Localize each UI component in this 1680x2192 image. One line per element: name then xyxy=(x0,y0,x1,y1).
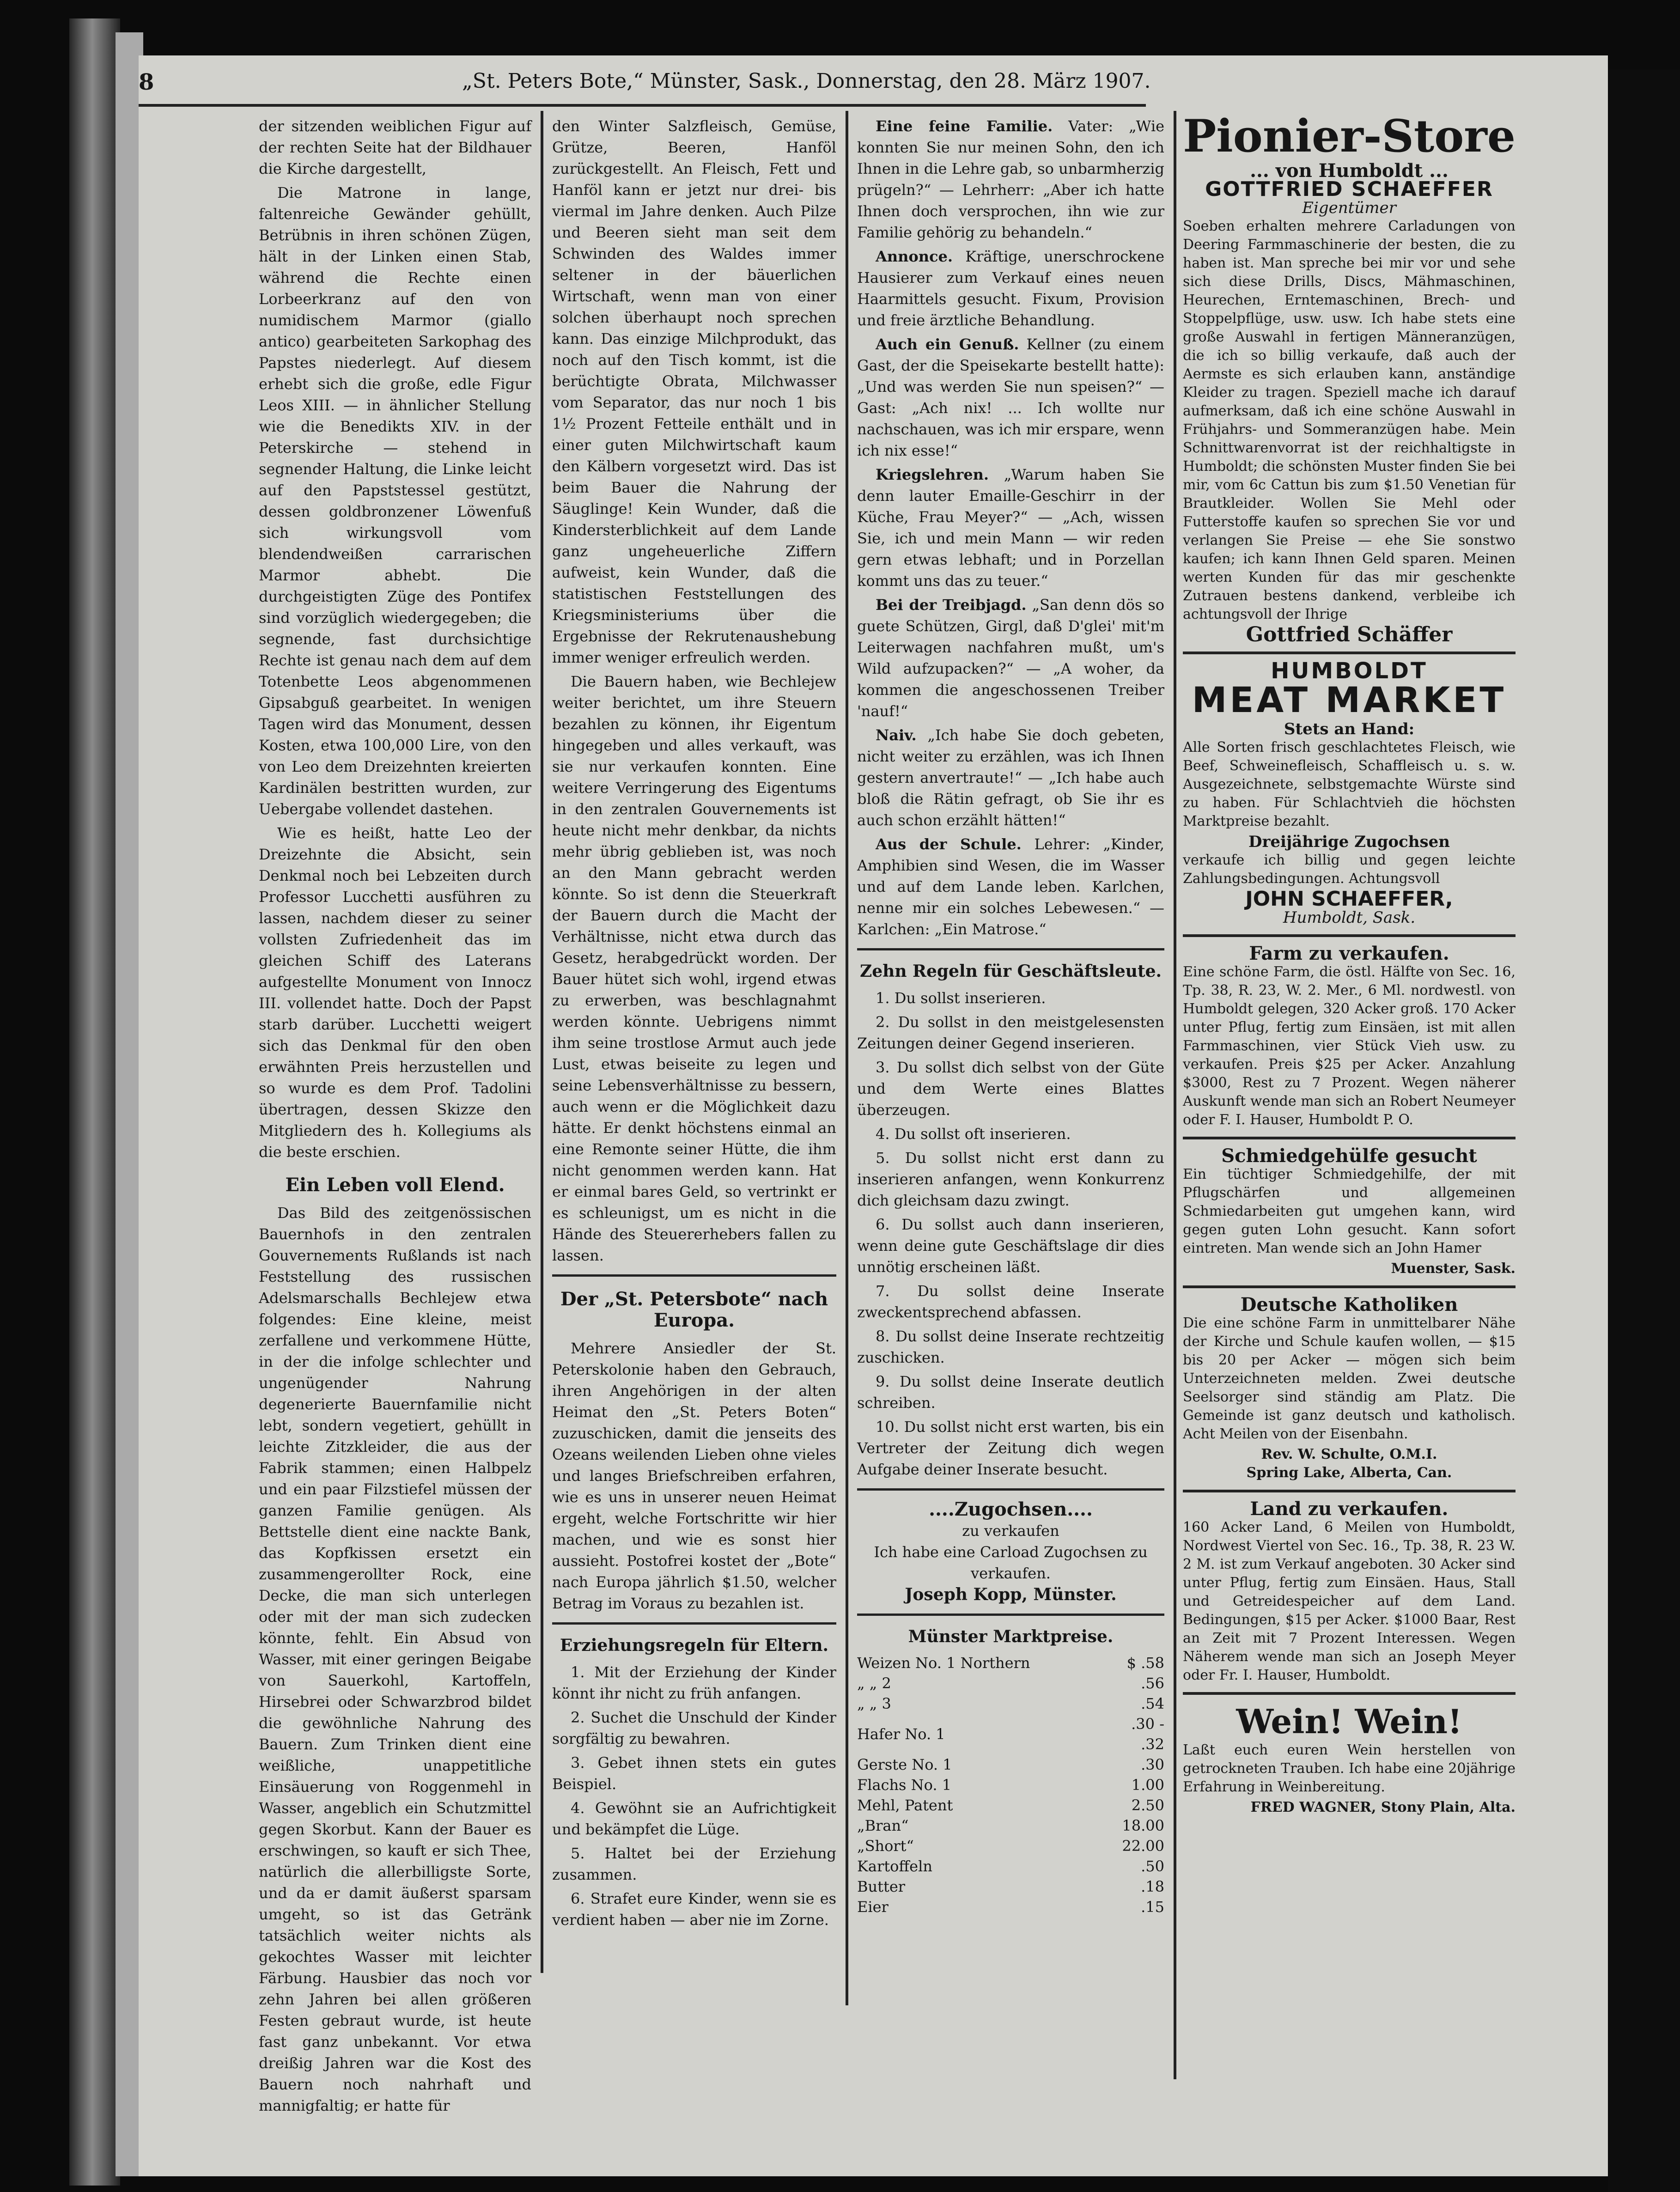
table-row xyxy=(857,1876,1164,1897)
heading-zehn-regeln: Zehn Regeln für Geschäftsleute. xyxy=(859,962,1162,981)
ad-separator xyxy=(1183,1692,1516,1695)
joke-item xyxy=(857,464,1164,591)
ad-deutsche-katholiken xyxy=(1183,1296,1516,1482)
joke-text: Vater: „Wie konnten Sie nur meinen Sohn, den ich Ihnen in die Lehre gab, so unbarmherzig prügeln?“ — Lehrherr: „Aber ich hatte Ihnen doch versprochen, ihn wie zur Familie gehörig zu behandeln.“ xyxy=(857,117,1165,241)
rule-item: 2. Du sollst in den meistgelesensten Zeitungen deiner Gegend inserieren. xyxy=(857,1013,1164,1052)
price-label: „ „ 2 xyxy=(857,1674,891,1692)
col2-paragraph: Die Bauern haben, wie Bechlejew weiter berichtet, um ihre Steuern bezahlen zu können, ihr Eigentum hingegeben und alles verkauft, was sie nur verkaufen konnten. Eine weitere Verringerung des Eigentums in den zentralen Gouvernements ist heute nicht mehr denkbar, da nichts mehr übrig geblieben ist, was noch an den Mann gebracht werden könnte. So ist denn die Steuerkraft der Bauern durch die Macht der Verhältnisse, nicht etwa durch das Gesetz, herabgedrückt worden. Der Bauer hütet sich wohl, irgend etwas zu erwerben, was beschlagnahmt werden könnte. Uebrigens nimmt ihm seine trostlose Armut auch jede Lust, etwas beiseite zu legen und seine Lebensverhältnisse zu bessern, auch wenn er die Möglichkeit dazu hätte. Er denkt höchstens einmal an eine Remonte seiner Hütte, die ihm nicht genommen werden kann. Hat er einmal bares Geld, so vertrinkt er es schleunigst, um es nicht in die Hände des Steuererhebers fallen zu lassen. xyxy=(552,673,836,1264)
ad-text: Eine schöne Farm, die östl. Hälfte von Sec. 16, Tp. 38, R. 23, W. 2. Mer., 6 Ml. nordwestl. von Humboldt gelegen, 320 Acker groß. 170 Acker unter Pflug, fertig zum Einsäen, ist mit allen Farmmaschinen, vier Stück Vieh usw. zu verkaufen. Preis $25 per Acker. Anzahlung $3000, Rest zu 7 Prozent. Wegen näherer Auskunft wende man sich an Robert Neumeyer oder F. I. Hauser, Humboldt P. O. xyxy=(1183,964,1516,1128)
price-value: 18.00 xyxy=(1122,1817,1164,1834)
heading-marktpreise: Münster Marktpreise. xyxy=(908,1627,1114,1646)
joke-item xyxy=(857,725,1164,831)
ad-signature: JOHN SCHAEFFER, xyxy=(1245,887,1453,911)
rule-item: 3. Gebet ihnen stets ein gutes Beispiel. xyxy=(552,1754,836,1793)
ad-text: Soeben erhalten mehrere Carladungen von Deering Farmmaschinerie der besten, die zu haben ist. Man spreche bei mir vor und sehe sich diese Drills, Discs, Mähmaschinen, Heurechen, Erntemaschinen, Brech- und Stoppelpflüge, usw. usw. Ich habe stets eine große Auswahl in fertigen Männeranzügen, die ich so billig verkaufe, daß auch der Aermste es sich erlauben kann, anständige Kleider zu tragen. Speziell mache ich darauf aufmerksam, daß ich eine schöne Auswahl in Frühjahrs- und Sommeranzügen habe. Mein Schnittwarenvorrat ist der reichhaltigste in Humboldt; die schönsten Muster finden Sie bei mir, vom 6c Cattun bis zum $1.50 Venetian für Brautkleider. Wollen Sie Mehl oder Futterstoffe kaufen so sprechen Sie vor und verlangen Sie Preise — ehe Sie sonstwo kaufen; ich kann Ihnen Geld sparen. Meinen werten Kunden für das mir geschenkte Zutrauen bestens dankend, verbleibe ich achtungsvoll der Ihrige xyxy=(1183,218,1516,622)
joke-text: „San denn dös so guete Schützen, Girgl, daß D'glei' mit'm Leiterwagen nachfahren mußt, um's Wild aufzupacken?“ — „A woher, da kommen die angeschossenen Treiber 'nauf!“ xyxy=(857,596,1165,720)
joke-text: Lehrer: „Kinder, Amphibien sind Wesen, die im Wasser und auf dem Lande leben. Karlchen, nenne mir ein solches Lebewesen.“ — Karlchen: „Ein Matrose.“ xyxy=(857,835,1165,938)
ad-place: Humboldt, Sask. xyxy=(1283,908,1416,927)
ad-schmiedgehuelfe xyxy=(1183,1147,1516,1278)
ad-title: Pionier-Store xyxy=(1183,110,1516,162)
binding-edge xyxy=(69,18,120,2186)
price-label: Kartoffeln xyxy=(857,1857,932,1875)
joke-lead: Kriegslehren. xyxy=(876,466,989,483)
price-value: .54 xyxy=(1141,1695,1164,1712)
rule-item: 5. Du sollst nicht erst dann zu inserieren anfangen, wenn Konkurrenz dich gleichsam dazu zwingt. xyxy=(857,1149,1164,1209)
rule-item: 10. Du sollst nicht erst warten, bis ein Vertreter der Zeitung dich wegen Aufgabe deiner Inserate besucht. xyxy=(857,1418,1164,1478)
market-price-table xyxy=(857,1653,1164,1917)
rule-item: 8. Du sollst deine Inserate rechtzeitig zuschicken. xyxy=(857,1327,1164,1366)
col1-paragraph: Das Bild des zeitgenössischen Bauernhofs in den zentralen Gouvernements Rußlands ist nach Feststellung des russischen Adelsmarschalls Bechlejew etwa folgendes: Eine kleine, meist zerfallene und verkommene Hütte, in der die infolge schlechter und ungenügender Nahrung degenerierte Bauernfamilie nicht lebt, sondern vegetiert, gehüllt in leichte Zitzkleider, die aus der Fabrik stammen; einen Halbpelz und ein paar Filzstiefel müssen der ganzen Familie genügen. Als Bettstelle dient eine nackte Bank, das Kopfkissen ersetzt ein zusammengerollter Rock, eine Decke, die man sich unterlegen oder mit der man sich zudecken könnte, fehlt. Ein Absud von Wasser, mit einer geringen Beigabe von Sauerkohl, Kartoffeln, Hirsebrei oder Schwarzbrod bildet die gewöhnliche Nahrung des Bauern. Zum Trinken dient eine weißliche, unappetitliche Einsäuerung von Roggenmehl in Wasser, angeblich ein Schutzmittel gegen Skorbut. Kann der Bauer es erschwingen, so kauft er sich Thee, natürlich die allerbilligste Sorte, und da er damit äußerst sparsam umgeht, so ist das Getränk tatsächlich weiter nichts als gekochtes Wasser mit leichter Färbung. Hausbier das noch vor zehn Jahren bei allen größeren Festen gebraut wurde, ist heute fast ganz unbekannt. Vor etwa dreißig Jahren war die Kost des Bauern noch nahrhaft und mannigfaltig; er hatte für xyxy=(259,1204,531,2114)
section-rule xyxy=(552,1622,836,1625)
table-row xyxy=(857,1673,1164,1693)
ad-place: Muenster, Sask. xyxy=(1391,1260,1516,1277)
joke-lead: Bei der Treibjagd. xyxy=(876,596,1027,614)
joke-lead: Aus der Schule. xyxy=(876,835,1022,853)
ad-wein xyxy=(1183,1702,1516,1817)
rule-item: 4. Gewöhnt sie an Aufrichtigkeit und bekämpfet die Lüge. xyxy=(552,1799,836,1838)
ad-role: Eigentümer xyxy=(1302,199,1396,217)
joke-item xyxy=(857,594,1164,722)
column-2 xyxy=(552,116,836,1933)
ad-subtitle: Stets an Hand: xyxy=(1284,720,1415,738)
joke-lead: Eine feine Familie. xyxy=(876,117,1053,135)
joke-item xyxy=(857,116,1164,243)
rule-item: 6. Du sollst auch dann inserieren, wenn deine gute Geschäftslage dir dies unnötig erscheinen läßt. xyxy=(857,1216,1164,1276)
joke-text: „Ich habe Sie doch gebeten, nicht weiter zu erzählen, was ich Ihnen gestern anvertraute!“ — „Ich habe auch bloß die Rätin gefragt, ob Sie ihr es auch schon erzählt hätten!“ xyxy=(857,726,1165,829)
price-value: $ .58 xyxy=(1126,1654,1164,1672)
price-label: Flachs No. 1 xyxy=(857,1776,952,1794)
rule-item: 2. Suchet die Unschuld der Kinder sorgfältig zu bewahren. xyxy=(552,1709,836,1748)
table-row xyxy=(857,1775,1164,1795)
table-row xyxy=(857,1897,1164,1917)
ad-title: Schmiedgehülfe gesucht xyxy=(1221,1145,1477,1167)
rule-item: 1. Du sollst inserieren. xyxy=(876,989,1046,1007)
price-value: .18 xyxy=(1141,1878,1164,1895)
ad-signature: Rev. W. Schulte, O.M.I. xyxy=(1261,1446,1437,1462)
joke-text: Kellner (zu einem Gast, der die Speisekarte bestellt hatte): „Und was werden Sie nun speisen?“ — Gast: „Ach nix! ... Ich wollte nur nachschauen, was ich mir erspare, wenn ich nix esse!“ xyxy=(857,335,1165,459)
table-row xyxy=(857,1693,1164,1714)
ad-separator xyxy=(1183,1490,1516,1492)
ad-signature: Gottfried Schäffer xyxy=(1246,623,1453,646)
ad-separator xyxy=(1183,1137,1516,1139)
ad-title-top: HUMBOLDT xyxy=(1271,658,1428,684)
ad-land-zu-verkaufen xyxy=(1183,1500,1516,1685)
rule-item: 5. Haltet bei der Erziehung zusammen. xyxy=(552,1845,836,1883)
price-label: Butter xyxy=(857,1878,906,1895)
ad-title: Land zu verkaufen. xyxy=(1250,1498,1449,1520)
ad-text: 160 Acker Land, 6 Meilen von Humboldt, Nordwest Viertel von Sec. 16., Tp. 38, R. 23 W. 2 M. ist zum Verkauf angeboten. 30 Acker sind unter Pflug, fertig zum Einsäen. Haus, Stall und Getreidespeicher auf dem Land. Bedingungen, $15 per Acker. $1000 Baar, Rest an Zeit mit 7 Prozent Interessen. Wegen Näherem wende man sich an Joseph Meyer oder Fr. I. Hauser, Humboldt. xyxy=(1183,1519,1516,1683)
price-label: „Short“ xyxy=(857,1837,914,1855)
ad-separator xyxy=(1183,1285,1516,1288)
table-row xyxy=(857,1653,1164,1673)
ad-text: Laßt euch euren Wein herstellen von getrockneten Trauben. Ich habe eine 20jährige Erfahrung in Weinbereitung. xyxy=(1183,1742,1516,1795)
column-3 xyxy=(857,116,1164,1917)
section-rule xyxy=(857,1614,1164,1616)
ad-farm-zu-verkaufen xyxy=(1183,944,1516,1129)
col2-paragraph: den Winter Salzfleisch, Gemüse, Grütze, Beeren, Hanföl zurückgestellt. An Fleisch, Fett und Hanföl kann er jetzt nur drei- bis viermal im Jahre denken. Auch Pilze und Beeren sieht man seit dem Schwinden des Waldes immer seltener in der bäuerlichen Wirtschaft, wenn man von einer solchen überhaupt noch sprechen kann. Das einzige Milchprodukt, das noch auf den Tisch kommt, ist die berüchtigte Obrata, Milchwasser vom Separator, das nur noch 1 bis 1½ Prozent Fetteile enthält und in einer guten Milchwirtschaft kaum den Kälbern vorgesetzt wird. Das ist beim Bauer die Nahrung der Säuglinge! Kein Wunder, daß die Kindersterblichkeit auf dem Lande ganz ungeheuerliche Ziffern aufweist, kein Wunder, daß die statistischen Feststellungen des Kriegsministeriums über die Ergebnisse der Rekrutenaushebung immer weniger erfreulich werden. xyxy=(552,117,836,666)
section-rule xyxy=(857,948,1164,950)
ad-separator xyxy=(1183,652,1516,654)
section-rule xyxy=(857,1488,1164,1491)
ad-text: Ich habe eine Carload Zugochsen zu verkaufen. xyxy=(874,1543,1148,1582)
price-value: .50 xyxy=(1141,1857,1164,1875)
price-value: 22.00 xyxy=(1122,1837,1164,1855)
heading-petersbote-europa: Der „St. Petersbote“ nach Europa. xyxy=(560,1288,828,1331)
section-rule xyxy=(552,1274,836,1277)
price-label: Weizen No. 1 Northern xyxy=(857,1654,1030,1672)
ad-zugochsen xyxy=(857,1499,1164,1605)
rule-item: 9. Du sollst deine Inserate deutlich schreiben. xyxy=(857,1373,1164,1412)
joke-text: Kräftige, unerschrockene Hausierer zum Verkauf eines neuen Haarmittels gesucht. Fixum, Provision und freie ärztliche Behandlung. xyxy=(857,248,1164,329)
joke-lead: Auch ein Genuß. xyxy=(876,335,1019,353)
page-number: 8 xyxy=(139,69,154,95)
price-label: „Bran“ xyxy=(857,1817,909,1834)
column-rule-3 xyxy=(1174,111,1176,2079)
ad-title: Deutsche Katholiken xyxy=(1240,1294,1458,1315)
table-row xyxy=(857,1714,1164,1754)
table-row xyxy=(857,1856,1164,1876)
rule-item: 3. Du sollst dich selbst von der Güte und dem Werte eines Blattes überzeugen. xyxy=(857,1059,1164,1119)
ad-subtitle: ... von Humboldt ... xyxy=(1250,160,1449,182)
ad-signature: Joseph Kopp, Münster. xyxy=(905,1585,1117,1604)
price-value: .30 - .32 xyxy=(1131,1715,1164,1753)
heading-leben-voll-elend: Ein Leben voll Elend. xyxy=(285,1174,505,1196)
ad-meat-market xyxy=(1183,658,1516,927)
col2-paragraph: Mehrere Ansiedler der St. Peterskolonie haben den Gebrauch, ihren Angehörigen in der alten Heimat den „St. Peters Boten“ zuzuschicken, damit die jenseits des Ozeans weilenden Lieben ohne vieles und langes Briefschreiben erfahren, wie es uns in unserer neuen Heimat ergeht, welche Fortschritte wir hier machen, und wie es sonst hier aussieht. Postofrei kostet der „Bote“ nach Europa jährlich $1.50, welcher Betrag im Voraus zu bezahlen ist. xyxy=(552,1340,836,1612)
ad-title: MEAT MARKET xyxy=(1192,679,1507,720)
table-row xyxy=(857,1754,1164,1775)
ad-owner: GOTTFRIED SCHAEFFER xyxy=(1205,177,1493,201)
ad-title: ....Zugochsen.... xyxy=(929,1498,1093,1520)
adjacent-page-strip xyxy=(1608,69,1680,2192)
ad-text: Ein tüchtiger Schmiedgehilfe, der mit Pflugschärfen und allgemeinen Schmiedarbeiten gut umgehen kann, wird gegen guten Lohn gesucht. Kann sofort eintreten. Man wende sich an John Hamer xyxy=(1183,1166,1516,1256)
price-label: Mehl, Patent xyxy=(857,1796,953,1814)
ad-text: Die eine schöne Farm in unmittelbarer Nähe der Kirche und Schule kaufen wollen, — $15 bis 20 per Acker — mögen sich beim Unterzeichneten melden. Zwei deutsche Seelsorger sind ständig am Platz. Die Gemeinde ist ganz deutsch und katholisch. Acht Meilen von der Eisenbahn. xyxy=(1183,1315,1516,1442)
ad-subtitle: Dreijährige Zugochsen xyxy=(1248,833,1450,851)
col1-paragraph: Wie es heißt, hatte Leo der Dreizehnte die Absicht, sein Denkmal noch bei Lebzeiten durch Professor Lucchetti ausführen zu lassen, nachdem dieser zu seiner vollsten Zufriedenheit das im gleichen Schiff des Laterans aufgestellte Monument von Innocz III. vollendet hatte. Doch der Papst starb darüber. Lucchetti weigert sich das Denkmal für den oben erwähnten Preis herzustellen und so wurde es dem Prof. Tadolini übertragen, dessen Skizze den Mitgliedern des h. Kollegiums als die beste erschien. xyxy=(259,824,531,1161)
rule-item: 6. Strafet eure Kinder, wenn sie es verdient haben — aber nie im Zorne. xyxy=(552,1890,836,1929)
column-rule-2 xyxy=(846,111,848,2005)
heading-erziehungsregeln: Erziehungsregeln für Eltern. xyxy=(560,1636,829,1655)
joke-lead: Annonce. xyxy=(876,248,953,265)
price-label: Hafer No. 1 xyxy=(857,1725,945,1743)
ad-title: Wein! Wein! xyxy=(1236,1702,1462,1741)
joke-item xyxy=(857,834,1164,940)
ad-separator xyxy=(1183,934,1516,937)
joke-lead: Naiv. xyxy=(876,726,917,744)
price-label: Gerste No. 1 xyxy=(857,1756,952,1773)
price-value: .15 xyxy=(1141,1898,1164,1916)
ad-text: verkaufe ich billig und gegen leichte Zahlungsbedingungen. Achtungsvoll xyxy=(1183,852,1516,887)
table-row xyxy=(857,1795,1164,1815)
col1-paragraph: Die Matrone in lange, faltenreiche Gewänder gehüllt, Betrübnis in ihren schönen Zügen, hält in der Linken einen Stab, während die Rechte einen Lorbeerkranz auf den von numidischem Marmor (giallo antico) gearbeiteten Sarkophag des Papstes niederlegt. Auf diesem erhebt sich die große, edle Figur Leos XIII. — in ähnlicher Stellung wie die Benedikts XIV. in der Peterskirche — stehend in segnender Haltung, die Linke leicht auf den Papststessel gestützt, dessen goldbronzener Löwenfuß sich wirkungsvoll vom blendendweißen carrarischen Marmor abhebt. Die durchgeistigten Züge des Pontifex sind vorzüglich wiedergegeben; die segnende, fast durchsichtige Rechte ist genau nach dem auf dem Totenbette Leos abgenommenen Gipsabguß gearbeitet. In wenigen Tagen wird das Monument, dessen Kosten, etwa 100,000 Lire, von den von Leo dem Dreizehnten kreierten Kardinälen bestritten wurden, zur Uebergabe vollendet dastehen. xyxy=(259,184,531,818)
masthead-line: „St. Peters Bote,“ Münster, Sask., Donnerstag, den 28. März 1907. xyxy=(462,69,1151,93)
ad-subtitle: zu verkaufen xyxy=(962,1522,1059,1540)
ad-text: Alle Sorten frisch geschlachtetes Fleisch, wie Beef, Schweinefleisch, Schaffleisch u. s. w. Ausgezeichnete, selbstgemachte Würste sind zu haben. Für Schlachtvieh die höchsten Marktpreise bezahlt. xyxy=(1183,739,1516,829)
column-rule-1 xyxy=(541,111,543,1973)
joke-text: „Warum haben Sie denn lauter Emaille-Geschirr in der Küche, Frau Meyer?“ — „Ach, wissen Sie, ich und mein Mann — wir reden gern etwas lebhaft; und in Porzellan kommt uns das zu teuer.“ xyxy=(857,466,1165,590)
rule-item: 1. Mit der Erziehung der Kinder könnt ihr nicht zu früh anfangen. xyxy=(552,1663,836,1702)
price-value: 2.50 xyxy=(1131,1796,1164,1814)
column-1 xyxy=(259,116,531,2119)
ad-place: Spring Lake, Alberta, Can. xyxy=(1246,1465,1452,1481)
table-row xyxy=(857,1836,1164,1856)
price-value: .56 xyxy=(1141,1674,1164,1692)
price-label: „ „ 3 xyxy=(857,1695,891,1712)
rule-item: 7. Du sollst deine Inserate zweckentsprechend abfassen. xyxy=(857,1282,1164,1321)
ad-title: Farm zu verkaufen. xyxy=(1249,943,1449,964)
header-rule xyxy=(139,104,1146,107)
table-row xyxy=(857,1815,1164,1836)
ad-pionier-store xyxy=(1183,111,1516,644)
price-value: .30 xyxy=(1141,1756,1164,1773)
ad-signature: FRED WAGNER, Stony Plain, Alta. xyxy=(1250,1799,1516,1815)
advertisement-column xyxy=(1183,111,1516,1817)
col1-paragraph: der sitzenden weiblichen Figur auf der rechten Seite hat der Bildhauer die Kirche dargestellt, xyxy=(259,117,531,177)
page-header xyxy=(139,55,1151,111)
joke-item xyxy=(857,334,1164,461)
price-value: 1.00 xyxy=(1131,1776,1164,1794)
joke-item xyxy=(857,246,1164,331)
price-label: Eier xyxy=(857,1898,889,1916)
rule-item: 4. Du sollst oft inserieren. xyxy=(876,1125,1071,1143)
